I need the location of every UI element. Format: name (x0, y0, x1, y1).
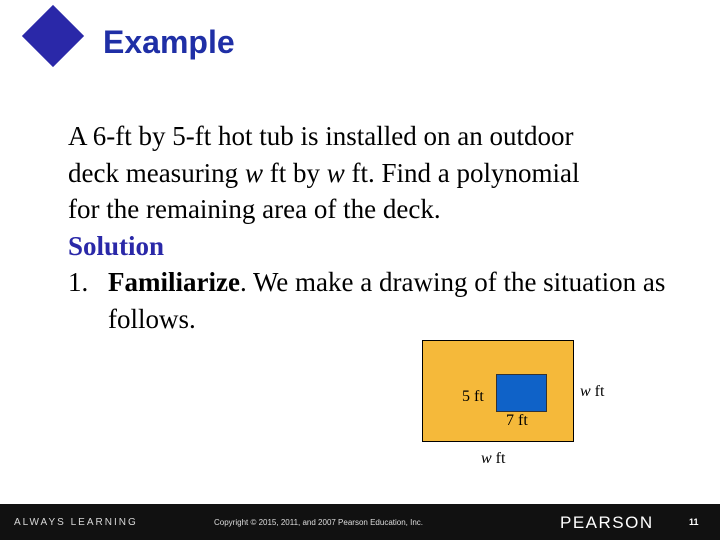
deck-bottom-var: w (481, 450, 492, 467)
deck-bottom-label (481, 451, 505, 467)
step-1 (68, 264, 708, 337)
deck-right-var: w (580, 383, 591, 400)
footer-tagline: ALWAYS LEARNING (14, 517, 138, 528)
problem-text: ft by (262, 157, 327, 188)
tub-side-label: 5 ft (462, 388, 484, 405)
slide-title: Example (103, 24, 235, 60)
step-number: 1. (68, 267, 89, 297)
problem-text: ft. Find a polynomial (344, 157, 580, 188)
step-text (108, 264, 708, 337)
tub-bottom-label: 7 ft (506, 412, 528, 429)
deck-right-unit: ft (590, 383, 605, 400)
footer-copyright: Copyright © 2015, 2011, and 2007 Pearson Education, Inc. (214, 518, 423, 527)
pearson-logo: PEARSON (560, 513, 654, 532)
deck-bottom-unit: ft (491, 450, 506, 467)
problem-text: deck measuring (68, 157, 245, 188)
variable-w: w (326, 157, 345, 188)
hot-tub-rectangle (496, 374, 547, 412)
step-keyword: Familiarize (108, 267, 240, 297)
problem-line-3: for the remaining area of the deck. (68, 194, 441, 224)
footer-bar (0, 504, 720, 540)
slide-body (68, 118, 708, 337)
variable-w: w (244, 157, 263, 188)
title-diamond-icon (22, 5, 84, 67)
problem-line-1: A 6-ft by 5-ft hot tub is installed on an outdoor (68, 121, 574, 151)
step-description: . We make a drawing of the situation as follows. (108, 267, 666, 334)
page-number: 11 (689, 517, 699, 527)
deck-right-label (580, 384, 604, 400)
solution-heading: Solution (68, 230, 165, 261)
problem-line-2 (68, 155, 708, 192)
